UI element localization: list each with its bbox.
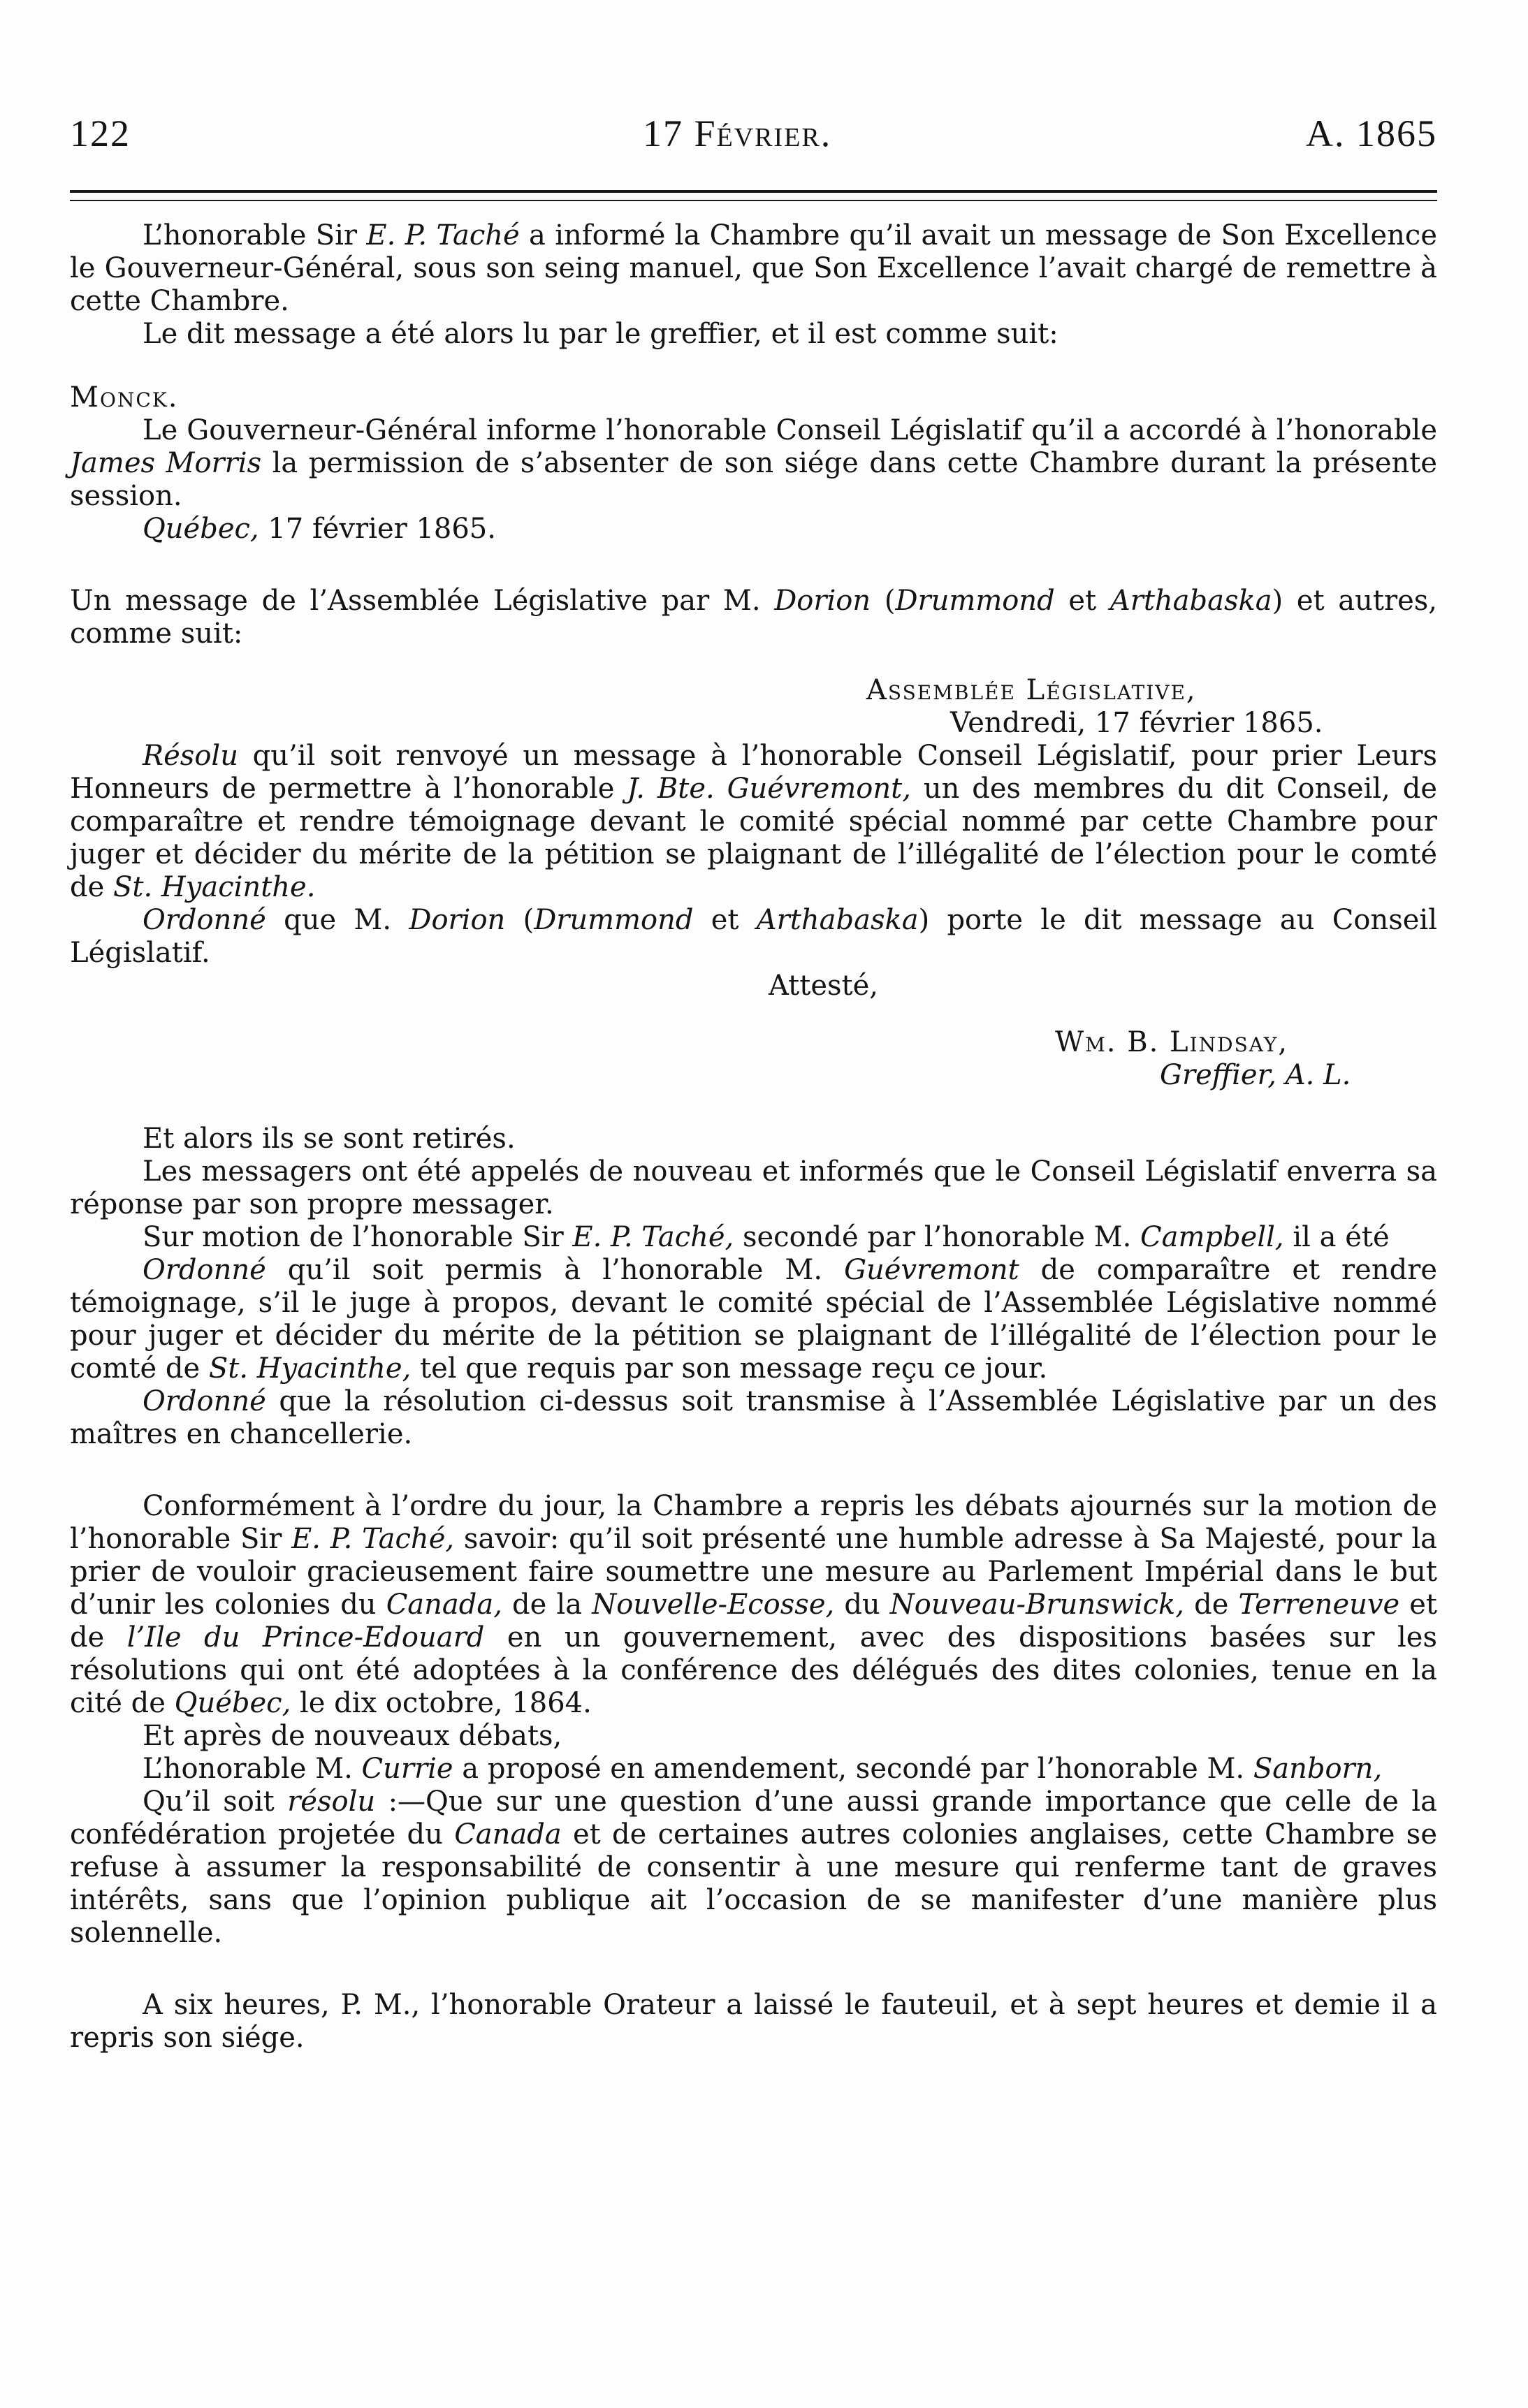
paragraph-recess: A six heures, P. M., l’honorable Orateur a laissé le fauteuil, et à sept heures et demie il a repris son siége. bbox=[70, 1989, 1437, 2054]
page-body bbox=[70, 219, 1437, 2055]
paragraph-withdrew: Et alors ils se sont retirés. bbox=[143, 1123, 516, 1155]
signature-name: Wm. B. Lindsay, bbox=[1055, 1026, 1289, 1058]
paragraph-resolution: Résolu qu’il soit renvoyé un message à l’honorable Conseil Législatif, pour prier Leurs Honneurs de permettre à l’honorable J. Bte. Guévremont, un des membres du dit Conseil, de comparaître et rendre témoignage devant le comité spécial nommé par cette Chambre pour juger et décider du mérite de la pétition se plaignant de l’illégalité de l’élection pour le comté de St. Hyacinthe. bbox=[70, 740, 1437, 903]
paragraph-further-debate: Et après de nouveaux débats, bbox=[143, 1720, 562, 1752]
paragraph-confederation-debate: Conformément à l’ordre du jour, la Chambre a repris les débats ajournés sur la motion de l’honorable Sir E. P. Taché, savoir: qu’il soit présenté une humble adresse à Sa Majesté, pour la prier de vouloir gracieusement faire soumettre une mesure au Parlement Impérial dans le but d’unir les colonies du Canada, de la Nouvelle-Ecosse, du Nouveau-Brunswick, de Terreneuve et de l’Ile du Prince-Edouard en un gouvernement, avec des dispositions basées sur les résolutions qui ont été adoptées à la conférence des délégués des dites colonies, tenue en la cité de Québec, le dix octobre, 1864. bbox=[70, 1490, 1437, 1719]
paragraph-motion-tache: Sur motion de l’honorable Sir E. P. Taché, secondé par l’honorable M. Campbell, il a été bbox=[143, 1221, 1390, 1253]
running-head-date: 17 Février. bbox=[643, 112, 832, 154]
running-head-year: A. 1865 bbox=[1306, 112, 1437, 154]
signature-title: Greffier, A. L. bbox=[1160, 1059, 1351, 1091]
message-dateline: Québec, 17 février 1865. bbox=[143, 513, 496, 545]
paragraph-order-permission: Ordonné qu’il soit permis à l’honorable M. Guévremont de comparaître et rendre témoignage, s’il le juge à propos, devant le comité spécial de l’Assemblée Législative nommé pour juger et décider du mérite de la pétition se plaignant de l’illégalité de l’élection pour le comté de St. Hyacinthe, tel que requis par son message reçu ce jour. bbox=[70, 1254, 1437, 1385]
page-header bbox=[70, 112, 1437, 168]
assembly-date: Vendredi, 17 février 1865. bbox=[950, 707, 1323, 739]
assembly-heading: Assemblée Législative, bbox=[866, 674, 1197, 706]
signatory-monck: Monck. bbox=[70, 381, 179, 414]
paragraph-amendment-resolution: Qu’il soit résolu :—Que sur une question d’une aussi grande importance que celle de la confédération projetée du Canada et de certaines autres colonies anglaises, cette Chambre se refuse à assumer la responsabilité de consentir à une mesure qui renferme tant de graves intérêts, sans que l’opinion publique ait l’occasion de se manifester d’une manière plus solennelle. bbox=[70, 1786, 1438, 1949]
paragraph-messengers-recalled: Les messagers ont été appelés de nouveau et informés que le Conseil Législatif enverra sa réponse par son propre messager. bbox=[70, 1155, 1437, 1220]
page-number: 122 bbox=[70, 112, 131, 154]
paragraph-order-transmit: Ordonné que la résolution ci-dessus soit transmise à l’Assemblée Législative par un des maîtres en chancellerie. bbox=[70, 1385, 1437, 1450]
paragraph-message-read: Le dit message a été alors lu par le greffier, et il est comme suit: bbox=[143, 318, 1058, 350]
paragraph-governor-message: Le Gouverneur-Général informe l’honorable Conseil Législatif qu’il a accordé à l’honorable James Morris la permission de s’absenter de son siége dans cette Chambre durant la présente session. bbox=[70, 414, 1438, 512]
paragraph-amendment-currie: L’honorable M. Currie a proposé en amendement, secondé par l’honorable M. Sanborn, bbox=[143, 1753, 1383, 1785]
paragraph-assembly-message: Un message de l’Assemblée Législative par M. Dorion (Drummond et Arthabaska) et autres, comme suit: bbox=[70, 585, 1437, 650]
paragraph-order-dorion: Ordonné que M. Dorion (Drummond et Arthabaska) porte le dit message au Conseil Législatif. bbox=[70, 904, 1438, 969]
paragraph-message-announcement: L’honorable Sir E. P. Taché a informé la Chambre qu’il avait un message de Son Excellence le Gouverneur-Général, sous son seing manuel, que Son Excellence l’avait chargé de remettre à cette Chambre. bbox=[70, 219, 1438, 317]
header-rule bbox=[70, 190, 1437, 201]
attestation: Attesté, bbox=[769, 970, 878, 1002]
